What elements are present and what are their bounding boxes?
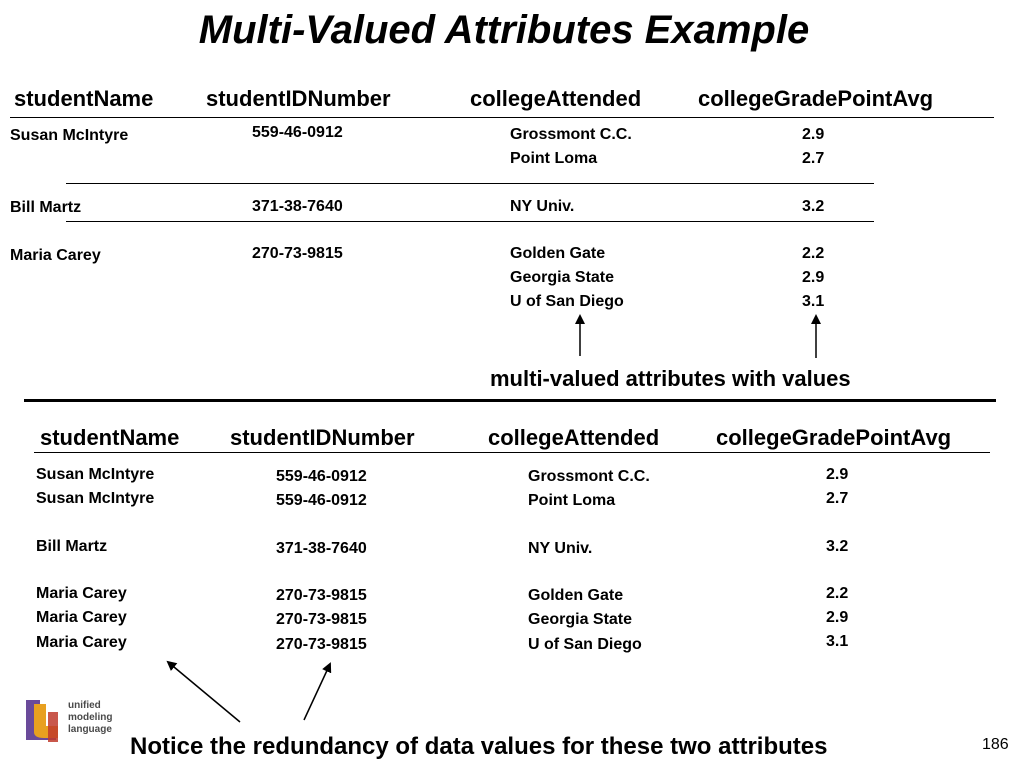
top-header-gpa: collegeGradePointAvg [698, 86, 934, 111]
bottom-row-3-name: Bill Martz [36, 538, 108, 555]
multi-valued-annotation: multi-valued attributes with values [490, 366, 851, 391]
top-row-3-gpa-2: 2.9 [802, 269, 825, 286]
bottom-row-5-name: Maria Carey [36, 609, 127, 626]
bottom-row-4-college: Golden Gate [528, 587, 624, 604]
bottom-row-2-college: Point Loma [528, 492, 616, 509]
page-number: 186 [982, 736, 1009, 753]
top-row-3-college-2: Georgia State [510, 269, 615, 286]
bottom-row-4-gpa: 2.2 [826, 585, 849, 602]
logo-line-2: modeling [68, 712, 113, 723]
bottom-row-5-college: Georgia State [528, 611, 633, 628]
bottom-row-1-gpa: 2.9 [826, 466, 849, 483]
arrow-to-id-column [304, 664, 330, 720]
bottom-row-6-gpa: 3.1 [826, 633, 849, 650]
top-row-2-id: 371-38-7640 [252, 198, 343, 215]
top-row-3-college-1: Golden Gate [510, 245, 606, 262]
bottom-row-2-id: 559-46-0912 [276, 492, 367, 509]
top-header-college: collegeAttended [470, 86, 642, 111]
top-row-3-gpa-3: 3.1 [802, 293, 825, 310]
bottom-row-5-gpa: 2.9 [826, 609, 849, 626]
bottom-row-6-id: 270-73-9815 [276, 636, 367, 653]
bottom-header-student-id: studentIDNumber [230, 425, 415, 450]
top-header-student-id: studentIDNumber [206, 86, 391, 111]
uml-logo-icon [24, 698, 68, 746]
top-row-1-college-2: Point Loma [510, 150, 598, 167]
bottom-row-2-name: Susan McIntyre [36, 490, 155, 507]
top-row-1-gpa-2: 2.7 [802, 150, 825, 167]
logo-line-1: unified [68, 700, 101, 711]
arrow-to-name-column [168, 662, 240, 722]
bottom-row-6-college: U of San Diego [528, 636, 642, 653]
top-row-1-college-1: Grossmont C.C. [510, 126, 632, 143]
bottom-row-2-gpa: 2.7 [826, 490, 849, 507]
bottom-row-4-name: Maria Carey [36, 585, 127, 602]
top-row-3-college-3: U of San Diego [510, 293, 624, 310]
top-row-1-name: Susan McIntyre [10, 127, 129, 144]
top-row-2-name: Bill Martz [10, 199, 82, 216]
bottom-row-4-id: 270-73-9815 [276, 587, 367, 604]
top-row-1-gpa-1: 2.9 [802, 126, 825, 143]
bottom-header-student-name: studentName [40, 425, 180, 450]
top-row-2-gpa-1: 3.2 [802, 198, 825, 215]
top-header-student-name: studentName [14, 86, 154, 111]
bottom-row-3-college: NY Univ. [528, 540, 593, 557]
bottom-row-1-college: Grossmont C.C. [528, 468, 650, 485]
redundancy-annotation: Notice the redundancy of data values for these two attributes [130, 733, 828, 760]
top-row-1-id: 559-46-0912 [252, 124, 343, 141]
bottom-row-1-id: 559-46-0912 [276, 468, 367, 485]
top-row-3-id: 270-73-9815 [252, 245, 343, 262]
slide-title: Multi-Valued Attributes Example [198, 8, 810, 52]
top-row-2-college-1: NY Univ. [510, 198, 575, 215]
top-row-3-gpa-1: 2.2 [802, 245, 825, 262]
bottom-row-6-name: Maria Carey [36, 634, 127, 651]
bottom-row-3-gpa: 3.2 [826, 538, 849, 555]
top-row-3-name: Maria Carey [10, 247, 101, 264]
uml-logo-text [68, 700, 112, 736]
bottom-row-5-id: 270-73-9815 [276, 611, 367, 628]
bottom-header-college: collegeAttended [488, 425, 660, 450]
bottom-row-3-id: 371-38-7640 [276, 540, 367, 557]
bottom-header-gpa: collegeGradePointAvg [716, 425, 952, 450]
logo-line-3: language [68, 724, 112, 735]
bottom-row-1-name: Susan McIntyre [36, 466, 155, 483]
